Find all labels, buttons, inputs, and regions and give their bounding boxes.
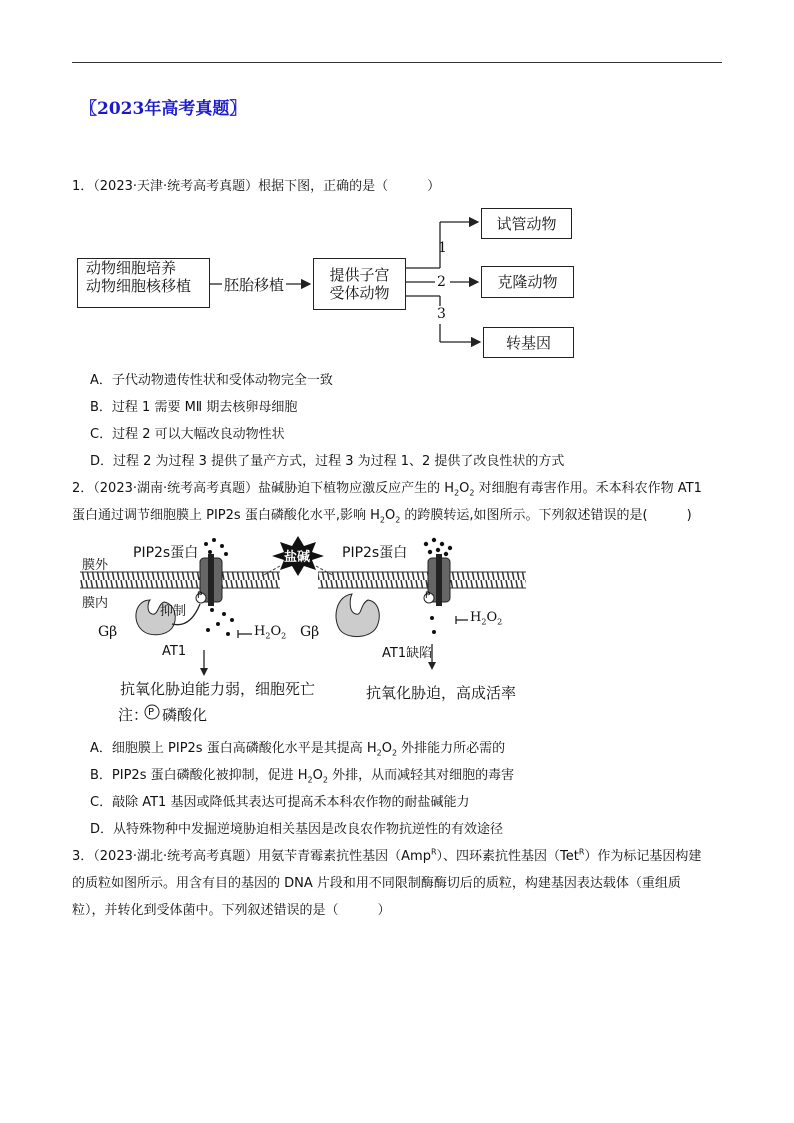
label-gbeta-right: Gβ [300,624,320,640]
q2-option-c: C．敲除 AT1 基因或降低其表达可提高禾本科农作物的耐盐碱能力 [90,795,470,810]
result-right: 抗氧化胁迫，高成活率 [366,684,517,702]
label-p-left: P [197,591,203,601]
question-source: （2023·天津·统考高考真题） [93,179,259,194]
label-embryo-transfer: 胚胎移植 [224,276,285,294]
question-2-stem-line2: 蛋白通过调节细胞膜上 PIP2s 蛋白磷酸化水平,影响 $H_2O_2$ 的跨膜转运,如图所示。下列叙述错误的是( ) [72,508,692,525]
label-at1: AT1 [162,644,187,659]
label-p-right: P [425,591,431,601]
section-title: 〖2023年高考真题〗 [80,99,247,119]
box-test-tube-animal: 试管动物 [481,208,572,239]
box-transgenic: 转基因 [483,327,574,358]
label-outside: 膜外 [82,558,109,573]
label-gbeta-left: Gβ [98,624,118,640]
box-cell-culture: 动物细胞培养 动物细胞核移植 [77,258,210,308]
branch-label-2: 2 [437,274,446,290]
label-pip2s-left: PIP2s蛋白 [133,545,199,561]
q2-option-b: B．PIP2s 蛋白磷酸化被抑制，促进 $H_2O_2$ 外排，从而减轻其对细胞的毒害 [90,768,515,785]
label-h2o2-left: $H_2O_2$ [254,624,287,641]
label-at1-defect: AT1缺陷 [382,646,433,661]
label-inside: 膜内 [82,596,109,611]
q2-diagram [0,532,794,732]
label-pip2s-right: PIP2s蛋白 [342,545,408,561]
question-number: 1． [72,179,94,194]
q1-option-d: D．过程 2 为过程 3 提供了量产方式，过程 3 为过程 1、2 提供了改良性状的方式 [90,454,565,469]
label-inhibit: 抑制 [160,604,187,619]
question-3-line1: 3．（2023·湖北·统考高考真题）用氨苄青霉素抗性基因（Amp$^R$）、四环素抗性基因（Tet$^R$）作为标记基因构建 [72,847,702,864]
q2-option-a: A．细胞膜上 PIP2s 蛋白高磷酸化水平是其提高 $H_2O_2$ 外排能力所必需的 [90,741,506,758]
q1-option-b: B．过程 1 需要 MⅡ 期去核卵母细胞 [90,400,298,415]
question-3-line2: 的质粒如图所示。用含有目的基因的 DNA 片段和用不同限制酶酶切后的质粒，构建基因表达载体（重组质 [72,876,681,891]
q1-option-a: A．子代动物遗传性状和受体动物完全一致 [90,373,333,388]
q1-diagram [0,200,794,370]
question-2-stem-line1: 2．（2023·湖南·统考高考真题）盐碱胁迫下植物应激反应产生的 $H_2O_2$ 对细胞有毒害作用。禾本科农作物 AT1 [72,481,702,498]
question-3-line3: 粒），并转化到受体菌中。下列叙述错误的是（ ） [72,903,391,918]
label-salt: 盐碱 [284,550,311,565]
result-left: 抗氧化胁迫能力弱，细胞死亡 [120,680,316,698]
note-text: 磷酸化 [162,706,208,724]
note-p-symbol: P [148,707,155,718]
box-surrogate: 提供子宫 受体动物 [313,258,406,310]
note-label: 注： [118,706,149,724]
header-rule [72,62,722,63]
q1-option-c: C．过程 2 可以大幅改良动物性状 [90,427,285,442]
question-1-stem [72,178,440,196]
question-text: 根据下图，正确的是（ ） [258,179,441,194]
label-h2o2-right: $H_2O_2$ [470,610,503,627]
branch-label-3: 3 [437,306,446,322]
branch-label-1: 1 [438,240,447,256]
box-cloned-animal: 克隆动物 [481,266,574,298]
q2-option-d: D．从特殊物种中发掘逆境胁迫相关基因是改良农作物抗逆性的有效途径 [90,822,504,837]
